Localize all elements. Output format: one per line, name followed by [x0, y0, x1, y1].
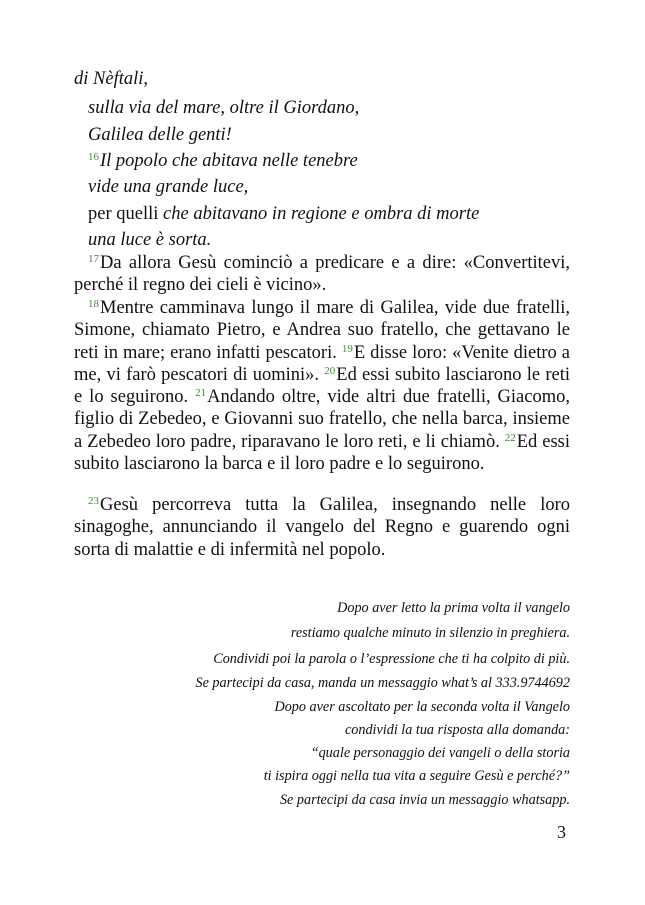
poem-text: una luce è sorta.: [88, 230, 212, 250]
note-line: Se partecipi da casa invia un messaggio whatsapp.: [279, 792, 570, 808]
poem-line: [88, 97, 359, 119]
poem-text: di Nèftali,: [74, 69, 148, 89]
verse-text: Andando oltre, vide altri due fratelli, Giacomo, figlio di Zebedeo, e Giovanni suo fratello, che nella barca, insieme a Zebedeo loro padre, riparavano le loro reti, e li chiamò.: [74, 387, 570, 452]
paragraph-18: [74, 297, 570, 475]
note-line: Condividi poi la parola o l’espressione che ti ha colpito di più.: [213, 651, 570, 667]
verse-number: 20: [324, 364, 336, 377]
verse-text: Ed essi subito lasciarono la barca e il loro padre e lo seguirono.: [74, 431, 570, 475]
verse-text: Ed essi subito lasciarono le reti e lo seguirono.: [74, 364, 570, 408]
poem-line: [88, 229, 211, 251]
poem-text: Galilea delle genti!: [88, 125, 232, 145]
poem-line: [88, 124, 232, 146]
poem-line: [88, 203, 479, 225]
note-line: ti ispira oggi nella tua vita a seguire Gesù e perché?”: [263, 768, 570, 784]
verse-text: Da allora Gesù cominciò a predicare e a dire: «Convertitevi, perché il regno dei cieli è vicino».: [74, 253, 570, 296]
page-number: 3: [557, 822, 566, 842]
verse-number: 19: [341, 342, 353, 355]
verse-text: Mentre camminava lungo il mare di Galilea, vide due fratelli, Simone, chiamato Pietro, e Andrea suo fratello, che gettavano le reti in mare; erano infatti pescatori.: [74, 298, 570, 363]
poem-text: per quelli: [88, 204, 164, 224]
verse-number: 22: [504, 431, 516, 444]
poem-text: Il popolo che abitava nelle tenebre: [100, 151, 358, 171]
note-line: Se partecipi da casa, manda un messaggio what’s al 333.9744692: [195, 675, 570, 691]
poem-text: che abitavano in regione e ombra di morte: [163, 204, 480, 224]
poem-line: [74, 68, 148, 90]
verse-number: 21: [195, 387, 207, 400]
reflection-notes: [60, 597, 570, 817]
paragraph-17: [74, 252, 570, 297]
verse-text: Gesù percorreva tutta la Galilea, insegnando nelle loro sinagoghe, annunciando il vangelo del Regno e guarendo ogni sorta di malattie e di infermità nel popolo.: [74, 495, 570, 560]
poem-line: [88, 176, 248, 198]
note-line: condividi la tua risposta alla domanda:: [344, 722, 570, 738]
paragraph-23: [74, 494, 570, 561]
note-line: Dopo aver letto la prima volta il vangelo: [337, 600, 570, 616]
verse-text: E disse loro: «Venite dietro a me, vi farò pescatori di uomini».: [74, 342, 570, 385]
verse-number: 23: [88, 494, 99, 507]
note-line: Dopo aver ascoltato per la seconda volta il Vangelo: [274, 699, 570, 715]
poem-line: [88, 150, 358, 172]
poem-text: vide una grande luce,: [88, 177, 249, 197]
poem-text: sulla via del mare, oltre il Giordano,: [88, 98, 360, 118]
note-line: “quale personaggio dei vangeli o della storia: [310, 745, 570, 761]
verse-number: 17: [88, 252, 99, 265]
verse-number: 18: [88, 297, 99, 310]
verse-number: 16: [88, 150, 99, 163]
note-line: restiamo qualche minuto in silenzio in preghiera.: [290, 625, 570, 641]
